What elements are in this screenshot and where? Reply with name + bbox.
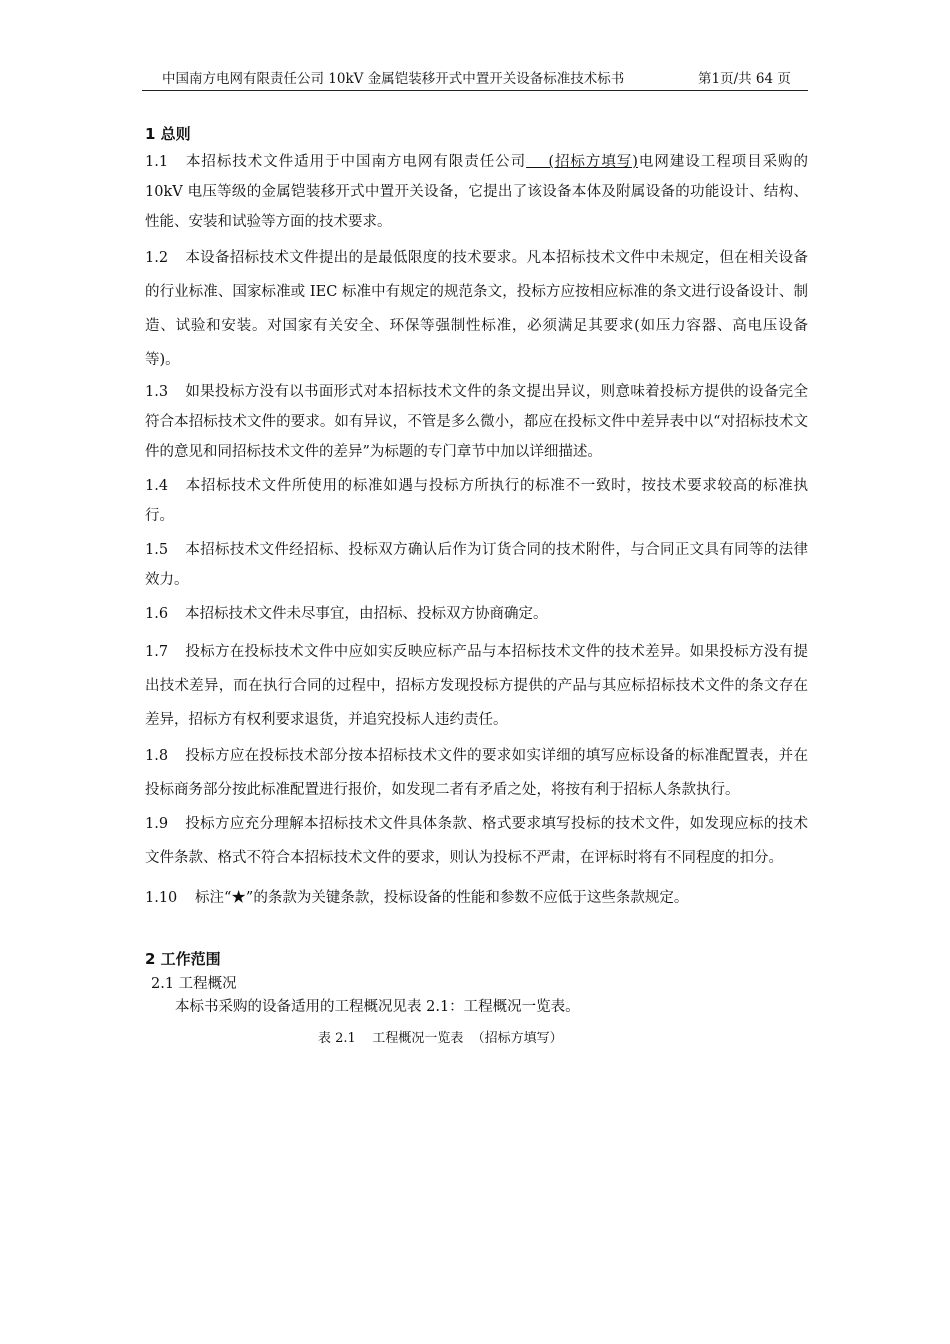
clause-text: 本招标技术文件未尽事宜，由招标、投标双方协商确定。 — [185, 606, 548, 622]
fill-in-blank: (招标方填写) — [526, 154, 638, 170]
clause-text: 投标方应在投标技术部分按本招标技术文件的要求如实详细的填写应标设备的标准配置表，并在投标商务部分按此标准配置进行报价，如发现二者有矛盾之处，将按有利于招标人条款执行。 — [145, 748, 808, 798]
clause-1-7 — [145, 635, 808, 737]
clause-1-6 — [145, 599, 808, 629]
clause-1-1 — [145, 147, 808, 237]
clause-1-8 — [145, 739, 808, 807]
clause-number: 1.4 — [145, 478, 169, 494]
clause-text: 本设备招标技术文件提出的是最低限度的技术要求。凡本招标技术文件中未规定，但在相关设备的行业标准、国家标准或 IEC 标准中有规定的规范条文，投标方应按相应标准的条文进行设备设计、制造、试验和安装。对国家有关安全、环保等强制性标准，必须满足其要求(如压力容器、高电压设备等)。 — [145, 250, 808, 368]
header-page-number: 第1页/共 64 页 — [698, 71, 791, 87]
clause-text: 本招标技术文件适用于中国南方电网有限责任公司 — [185, 154, 527, 170]
section-2-title: 2 工作范围 — [145, 950, 221, 968]
clause-text: 投标方在投标技术文件中应如实反映应标产品与本招标技术文件的技术差异。如果投标方没有提出技术差异，而在执行合同的过程中，招标方发现投标方提供的产品与其应标招标技术文件的条文存在差异，招标方有权利要求退货，并追究投标人违约责任。 — [145, 644, 808, 728]
clause-number: 1.6 — [145, 606, 169, 622]
clause-number: 1.8 — [145, 748, 169, 764]
clause-text: 本招标技术文件经招标、投标双方确认后作为订货合同的技术附件，与合同正文具有同等的法律效力。 — [145, 542, 808, 588]
clause-1-2 — [145, 241, 808, 377]
clause-text: 如果投标方没有以书面形式对本招标技术文件的条文提出异议，则意味着投标方提供的设备完全符合本招标技术文件的要求。如有异议，不管是多么微小，都应在投标文件中差异表中以“对招标技术文件的意见和同招标技术文件的差异”为标题的专门章节中加以详细描述。 — [145, 384, 808, 460]
clause-number: 1.2 — [145, 250, 169, 266]
clause-1-3 — [145, 377, 808, 467]
page-header — [142, 70, 808, 91]
clause-text: 标注“★”的条款为关键条款，投标设备的性能和参数不应低于这些条款规定。 — [195, 890, 689, 906]
clause-number: 1.3 — [145, 384, 169, 400]
clause-number: 1.10 — [145, 890, 178, 906]
clause-1-5 — [145, 535, 808, 595]
section-2-1-body: 本标书采购的设备适用的工程概况见表 2.1：工程概况一览表。 — [175, 999, 580, 1015]
document-body — [145, 124, 808, 1064]
clause-number: 1.1 — [145, 154, 169, 170]
clause-1-4 — [145, 471, 808, 531]
clause-text: 电网建设工程项目采购的 10kV 电压等级的金属铠装移开式中置开关设备，它提出了该设备本体及附属设备的功能设计、结构、性能、安装和试验等方面的技术要求。 — [145, 154, 808, 230]
clause-1-10 — [145, 883, 808, 913]
header-title: 中国南方电网有限责任公司 10kV 金属铠装移开式中置开关设备标准技术标书 — [162, 71, 625, 87]
clause-text: 本招标技术文件所使用的标准如遇与投标方所执行的标准不一致时，按技术要求较高的标准执行。 — [145, 478, 808, 524]
clause-text: 投标方应充分理解本招标技术文件具体条款、格式要求填写投标的技术文件，如发现应标的技术文件条款、格式不符合本招标技术文件的要求，则认为投标不严肃，在评标时将有不同程度的扣分。 — [145, 816, 808, 866]
clause-number: 1.5 — [145, 542, 169, 558]
clause-1-9 — [145, 807, 808, 875]
clause-number: 1.9 — [145, 816, 169, 832]
table-caption: 表 2.1 工程概况一览表 （招标方填写） — [318, 1031, 563, 1046]
clause-number: 1.7 — [145, 644, 169, 660]
subsection-2-1-title: 2.1 工程概况 — [151, 976, 237, 992]
section-1-title: 1 总则 — [145, 125, 191, 143]
